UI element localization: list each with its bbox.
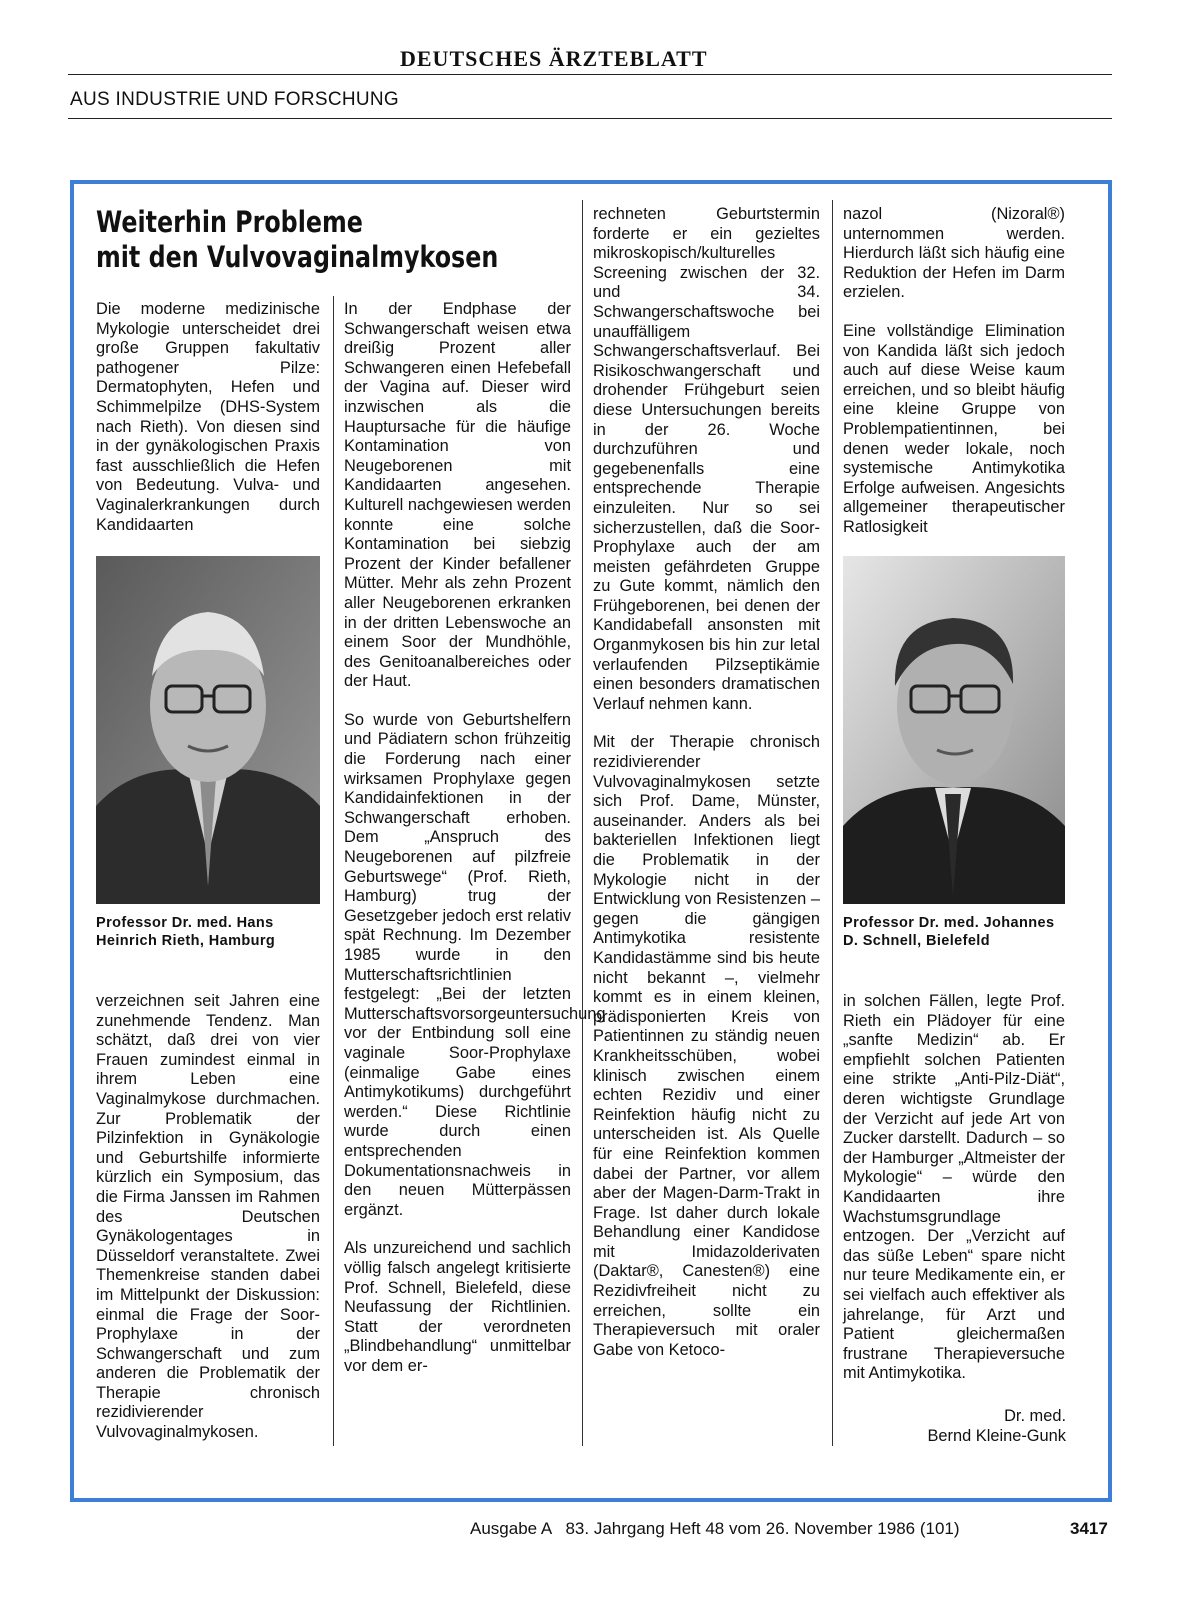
paragraph: In der Endphase der Schwangerschaft weisen etwa dreißig Prozent aller Schwangeren einen Hefebefall der Vagina auf. Dieser wird inzwischen als die Hauptursache für die häufige Kontamination von Neugeborenen mit Kandidaarten angesehen. Kulturell nachgewiesen werden konnte eine solche Kontamination bei siebzig Prozent der Kinder befallener Mütter. Mehr als zehn Prozent aller Neugeborenen erkranken in der dritten Lebenswoche an einem Soor der Mundhöhle, des Genitoanalbereiches oder der Haut.: [344, 300, 571, 691]
paragraph: Eine vollständige Elimination von Kandida läßt sich jedoch auch auf diese Weise kaum erreichen, und so bleibt häufig eine kleine Gruppe von Problempatientinnen, bei denen weder lokale, noch systemische Antimykotika Erfolge aufweisen. Angesichts allgemeiner therapeutischer Ratlosigkeit: [843, 321, 1065, 536]
page-number: 3417: [1070, 1519, 1108, 1538]
author-title: Dr. med.: [1004, 1407, 1066, 1425]
paragraph: So wurde von Geburtshelfern und Pädiatern schon frühzeitig die Forderung nach einer wirksamen Prophylaxe gegen Kandidainfektionen in der Schwangerschaft erhoben. Dem „Anspruch des Neugeborenen auf pilzfreie Geburtswege“ (Prof. Rieth, Hamburg) trug der Gesetzgeber jedoch erst relativ spät Rechnung. Im Dezember 1985 wurde in den Mutterschaftsrichtlinien festgelegt: „Bei der letzten Mutterschaftsvorsorgeuntersuchung vor der Entbindung soll eine vaginale Soor-Prophylaxe (einmalige Gabe eines Antimykotikums) durchgeführt werden.“ Diese Richtlinie wurde durch einen entsprechenden Dokumentationsnachweis in den neuen Mütterpässen ergänzt.: [344, 710, 606, 1219]
paragraph: in solchen Fällen, legte Prof. Rieth ein Plädoyer für eine „sanfte Medizin“ ab. Er empfiehlt solchen Patienten eine strikte „Anti-Pilz-Diät“, deren wichtigste Grundlage der Verzicht auf jede Art von Zucker darstellt. Dadurch – so der Hamburger „Altmeister der Mykologie“ – würde den Kandidaarten ihre Wachstumsgrundlage entzogen. Der „Verzicht auf das süße Leben“ spare nicht nur teure Medikamente ein, er sei vielfach auch effektiver als jahrelange, für Arzt und Patient gleichermaßen frustrane Therapieversuche mit Antimykotika.: [843, 992, 1065, 1383]
column-1-top: [96, 300, 320, 535]
masthead-rule: [68, 74, 1112, 75]
section-title: AUS INDUSTRIE UND FORSCHUNG: [70, 89, 400, 110]
column-2: [344, 300, 606, 1376]
photo-caption-schnell: Professor Dr. med. Johannes D. Schnell, Bielefeld: [843, 915, 1055, 949]
column-4-bottom: [843, 992, 1065, 1384]
column-1-bottom: [96, 992, 320, 1443]
portrait-photo-schnell: [843, 556, 1065, 904]
portrait-image: [843, 556, 1065, 904]
paragraph: Die moderne medizinische Mykologie unterscheidet drei große Gruppen fakultativ pathogener Pilze: Dermatophyten, Hefen und Schimmelpilze (DHS-System nach Rieth). Von diesen sind in der gynäkologischen Praxis fast ausschließlich die Hefen von Bedeutung. Vulva- und Vaginalerkrankungen durch Kandidaarten: [96, 300, 320, 534]
paragraph: Mit der Therapie chronisch rezidivierender Vulvovaginalmykosen setzte sich Prof. Dame, Münster, auseinander. Anders als bei bakteriellen Infektionen liegt die Problematik in der Mykologie nicht in der Entwicklung von Resistenzen – gegen die gängigen Antimykotika resistente Kandidastämme sind bis heute nicht bekannt –, vielmehr kommt es in einem kleinen, prädisponierten Kreis von Patientinnen zu ständig neuen Krankheitsschüben, wobei klinisch zwischen einem echten Rezidiv und einer Reinfektion häufig nicht zu unterscheiden ist. Als Quelle für eine Reinfektion kommen dabei der Partner, vor allem aber der Magen-Darm-Trakt in Frage. Ist daher durch lokale Behandlung einer Kandidose mit Imidazolderivaten (Daktar®, Canesten®) eine Rezidivfreiheit nicht zu erreichen, sollte ein Therapieversuch mit oraler Gabe von Ketoco-: [593, 733, 820, 1359]
masthead: DEUTSCHES ÄRZTEBLATT: [400, 46, 708, 71]
headline-line-1: Weiterhin Probleme: [96, 205, 363, 239]
column-4-top: [843, 205, 1065, 538]
author-signature: [880, 1406, 1066, 1446]
paragraph: verzeichnen seit Jahren eine zunehmende Tendenz. Man schätzt, daß drei von vier Frauen zumindest einmal in ihrem Leben eine Vaginalmykose durchmachen. Zur Problematik der Pilzinfektion in Gynäkologie und Geburtshilfe informierte kürzlich ein Symposium, das die Firma Janssen im Rahmen des Deutschen Gynäkologentages in Düsseldorf veranstaltete. Zwei Themenkreise standen dabei im Mittelpunkt der Diskussion: einmal die Frage der Soor-Prophylaxe in der Schwangerschaft und zum anderen die Problematik der Therapie chronisch rezidivierender Vulvovaginalmykosen.: [96, 992, 320, 1442]
portrait-image: [96, 556, 320, 904]
headline-line-2: mit den Vulvovaginalmykosen: [96, 240, 499, 274]
author-name: Bernd Kleine-Gunk: [927, 1427, 1066, 1445]
section-rule: [68, 118, 1112, 119]
paragraph: rechneten Geburtstermin forderte er ein gezieltes mikroskopisch/kulturelles Screening zwischen der 32. und 34. Schwangerschaftswoche bei unauffälligem Schwangerschaftsverlauf. Bei Risikoschwangerschaft und drohender Frühgeburt seien diese Untersuchungen bereits in der 26. Woche durchzuführen und gegebenenfalls eine entsprechende Therapie einzuleiten. Nur so sei sicherzustellen, daß die Soor-Prophylaxe auch der am meisten gefährdeten Gruppe zu Gute kommt, nämlich den Frühgeborenen, bei denen der Kandidabefall ansonsten mit Organmykosen bis hin zur letal verlaufenden Pilzseptikämie einen besonders dramatischen Verlauf nehmen kann.: [593, 205, 820, 713]
column-divider: [582, 200, 583, 1446]
portrait-photo-rieth: [96, 556, 320, 904]
paragraph: nazol (Nizoral®) unternommen werden. Hierdurch läßt sich häufig eine Reduktion der Hefen im Darm erzielen.: [843, 205, 1065, 302]
column-3: [593, 205, 820, 1360]
paragraph: Als unzureichend und sachlich völlig falsch angelegt kritisierte Prof. Schnell, Bielefeld, diese Neufassung der Richtlinien. Statt der verordneten „Blindbehandlung“ unmittelbar vor dem er-: [344, 1239, 571, 1375]
column-divider: [832, 200, 833, 1446]
footer-issue-info: Ausgabe A 83. Jahrgang Heft 48 vom 26. November 1986 (101): [470, 1519, 960, 1538]
photo-caption-rieth: Professor Dr. med. Hans Heinrich Rieth, Hamburg: [96, 915, 276, 949]
article-headline: [96, 205, 499, 275]
column-divider: [333, 296, 334, 1446]
